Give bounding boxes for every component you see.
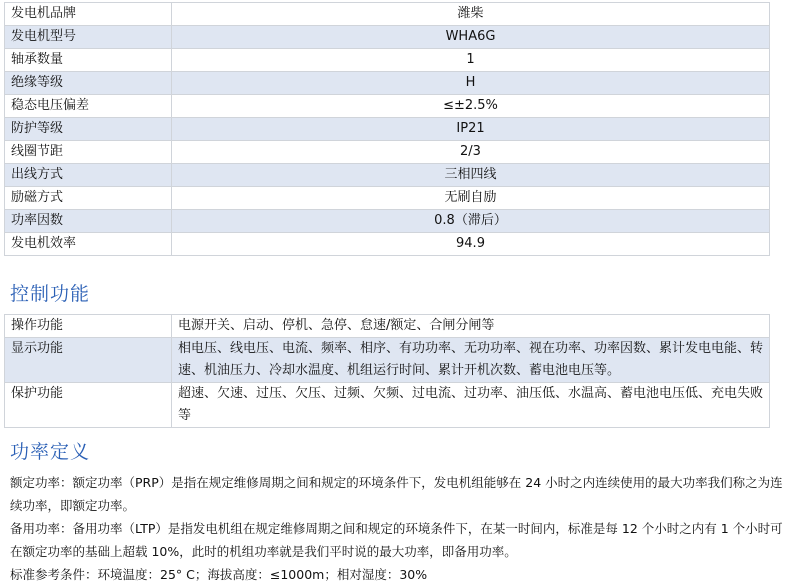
- spec-value: WHA6G: [172, 26, 770, 49]
- spec-label: 稳态电压偏差: [5, 95, 172, 118]
- control-value: 相电压、线电压、电流、频率、相序、有功功率、无功功率、视在功率、功率因数、累计发电电能、转速、机油压力、冷却水温度、机组运行时间、累计开机次数、蓄电池电压等。: [172, 338, 770, 383]
- control-function-table: [4, 314, 770, 428]
- table-row: [5, 338, 770, 383]
- table-row: [5, 164, 770, 187]
- table-row: [5, 187, 770, 210]
- spec-label: 出线方式: [5, 164, 172, 187]
- table-row: [5, 315, 770, 338]
- spec-value: ≤±2.5%: [172, 95, 770, 118]
- spec-label: 防护等级: [5, 118, 172, 141]
- control-value: 电源开关、启动、停机、急停、怠速/额定、合闸分闸等: [172, 315, 770, 338]
- control-label: 显示功能: [5, 338, 172, 383]
- generator-spec-table: [4, 2, 770, 256]
- table-row: [5, 118, 770, 141]
- control-section-title: 控制功能: [10, 283, 91, 305]
- spec-value: IP21: [172, 118, 770, 141]
- spec-value: 潍柴: [172, 3, 770, 26]
- table-row: [5, 141, 770, 164]
- table-row: [5, 26, 770, 49]
- table-row: [5, 383, 770, 428]
- spec-label: 发电机品牌: [5, 3, 172, 26]
- table-row: [5, 95, 770, 118]
- control-label: 操作功能: [5, 315, 172, 338]
- table-row: [5, 72, 770, 95]
- rated-power-paragraph: 额定功率：额定功率（PRP）是指在规定维修周期之间和规定的环境条件下，发电机组能够在 24 小时之内连续使用的最大功率我们称之为连续功率，即额定功率。: [10, 475, 783, 513]
- table-row: [5, 3, 770, 26]
- spec-label: 绝缘等级: [5, 72, 172, 95]
- standby-power-paragraph: 备用功率：备用功率（LTP）是指发电机组在规定维修周期之间和规定的环境条件下，在某一时间内，标准是每 12 个小时之内有 1 个小时可在额定功率的基础上超载 10%，此时的机组功率就是我们平时说的最大功率，即备用功率。: [10, 521, 783, 559]
- power-definition-title: 功率定义: [10, 441, 91, 463]
- spec-value: 无刷自励: [172, 187, 770, 210]
- spec-label: 发电机型号: [5, 26, 172, 49]
- spec-label: 轴承数量: [5, 49, 172, 72]
- spec-label: 功率因数: [5, 210, 172, 233]
- spec-value: H: [172, 72, 770, 95]
- spec-label: 励磁方式: [5, 187, 172, 210]
- power-definition-text: [10, 471, 788, 586]
- spec-value: 1: [172, 49, 770, 72]
- spec-label: 线圈节距: [5, 141, 172, 164]
- control-label: 保护功能: [5, 383, 172, 428]
- spec-value: 2/3: [172, 141, 770, 164]
- spec-label: 发电机效率: [5, 233, 172, 256]
- spec-value: 94.9: [172, 233, 770, 256]
- control-value: 超速、欠速、过压、欠压、过频、欠频、过电流、过功率、油压低、水温高、蓄电池电压低、充电失败等: [172, 383, 770, 428]
- reference-conditions-paragraph: 标准参考条件：环境温度：25° C；海拔高度：≤1000m；相对湿度：30%: [10, 567, 428, 582]
- spec-value: 三相四线: [172, 164, 770, 187]
- table-row: [5, 49, 770, 72]
- table-row: [5, 233, 770, 256]
- spec-value: 0.8（滞后）: [172, 210, 770, 233]
- table-row: [5, 210, 770, 233]
